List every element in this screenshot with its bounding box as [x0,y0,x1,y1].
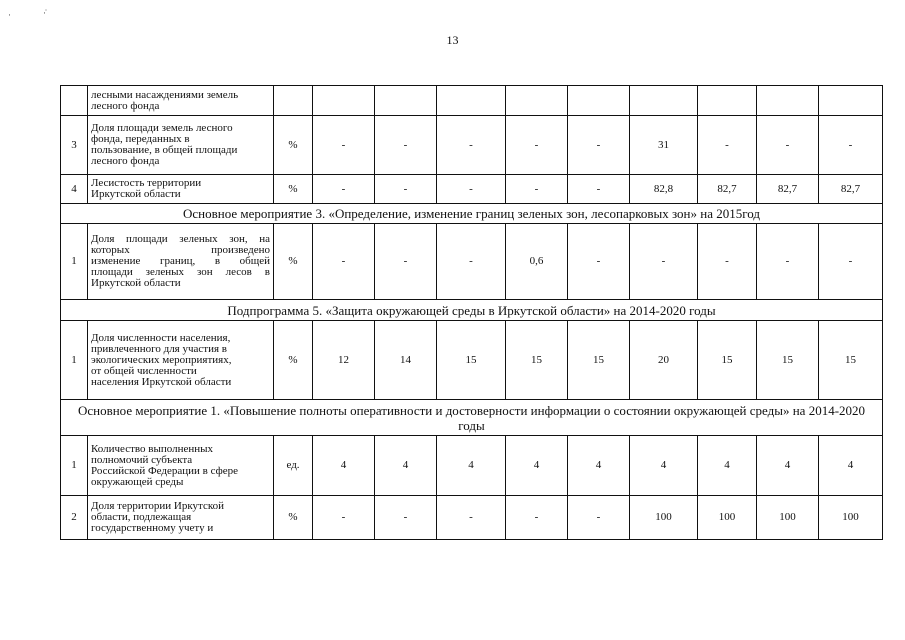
table-row [61,224,883,300]
value-cell: - [375,116,437,175]
section-header-row [61,204,883,224]
value-cell: - [437,175,506,204]
description-line: полномочий субъекта [91,453,193,466]
section-title: Подпрограмма 5. «Защита окружающей среды в Иркутской области» на 2014-2020 годы [61,300,883,321]
scan-speck: ·̇ [43,8,46,18]
value-cell [506,86,568,116]
value-cell: 100 [819,496,883,540]
description-line: пользование, в общей площади [91,144,238,156]
value-cell: - [757,224,819,300]
row-number: 3 [61,116,88,175]
value-cell: - [313,224,375,300]
description-line: Российской Федерации в сфере [91,464,239,477]
table-row [61,321,883,400]
description-line: привлеченного для участия в [91,342,227,355]
indicator-description [88,175,274,204]
indicator-description [88,86,274,116]
indicator-description [88,496,274,540]
description-line: окружающей среды [91,475,184,488]
value-cell: - [313,175,375,204]
value-cell: 15 [698,321,757,400]
value-cell: - [437,224,506,300]
indicator-table [60,85,883,540]
value-cell: - [698,224,757,300]
description-line: Доля территории Иркутской [91,500,225,512]
value-cell: - [568,224,630,300]
value-cell: 20 [630,321,698,400]
value-cell: - [375,175,437,204]
description-line: государственному учету и [91,522,214,534]
value-cell: - [313,116,375,175]
value-cell: 82,7 [819,175,883,204]
value-cell [698,86,757,116]
row-number [61,86,88,116]
value-cell: - [568,496,630,540]
unit-cell: % [274,116,313,175]
description-line: лесного фонда [91,155,160,167]
row-number: 1 [61,224,88,300]
unit-cell: % [274,224,313,300]
value-cell: 4 [437,436,506,496]
value-cell [819,86,883,116]
value-cell: 4 [506,436,568,496]
section-title: Основное мероприятие 3. «Определение, изменение границ зеленых зон, лесопарковых зон» на 2015год [61,204,883,224]
description-line: Иркутской области [91,188,181,200]
value-cell: - [630,224,698,300]
value-cell: - [819,116,883,175]
description-line: Лесистость территории [91,177,202,189]
description-line: Доля численности населения, [91,331,231,344]
value-cell: 15 [506,321,568,400]
indicator-description [88,116,274,175]
value-cell: 4 [630,436,698,496]
value-cell: 15 [757,321,819,400]
table-row [61,116,883,175]
value-cell: 100 [630,496,698,540]
section-title: Основное мероприятие 1. «Повышение полноты оперативности и достоверности информации о состоянии окружающей среды» на 2014-2020 годы [61,400,883,436]
section-header-row [61,300,883,321]
description-line: Количество выполненных [91,442,214,455]
row-number: 1 [61,436,88,496]
description-line: Иркутской области [91,277,181,289]
indicator-description [88,321,274,400]
unit-cell [274,86,313,116]
description-line: экологических мероприятиях, [91,353,232,366]
value-cell: - [568,175,630,204]
description-line: фонда, переданных в [91,133,190,145]
indicator-description [88,436,274,496]
table-row [61,86,883,116]
description-line: лесного фонда [91,99,160,112]
value-cell: 4 [568,436,630,496]
value-cell: 15 [819,321,883,400]
value-cell: - [506,175,568,204]
value-cell: - [437,116,506,175]
value-cell: - [375,496,437,540]
value-cell: 100 [698,496,757,540]
value-cell: 82,7 [698,175,757,204]
value-cell: - [506,496,568,540]
value-cell: - [375,224,437,300]
value-cell: - [757,116,819,175]
table-row [61,175,883,204]
value-cell: 4 [313,436,375,496]
value-cell: 15 [568,321,630,400]
row-number: 2 [61,496,88,540]
value-cell: 15 [437,321,506,400]
description-line: Доля площади зеленых зон, на [91,233,270,245]
description-line: от общей численности [91,364,197,377]
value-cell: 4 [819,436,883,496]
row-number: 1 [61,321,88,400]
page-number: 13 [446,33,459,47]
description-line: области, подлежащая [91,511,192,523]
scan-speck: · [8,10,11,20]
description-line: Доля площади земель лесного [91,122,233,134]
value-cell: - [313,496,375,540]
value-cell: 82,7 [757,175,819,204]
value-cell: - [698,116,757,175]
value-cell: 0,6 [506,224,568,300]
table-row [61,496,883,540]
description-line: населения Иркутской области [91,375,232,388]
value-cell: 4 [375,436,437,496]
description-line: которых произведено [91,244,270,256]
value-cell [757,86,819,116]
description-line: лесными насаждениями земель [91,88,239,101]
row-number: 4 [61,175,88,204]
value-cell: - [437,496,506,540]
value-cell: - [819,224,883,300]
table-row [61,436,883,496]
value-cell [568,86,630,116]
unit-cell: ед. [274,436,313,496]
value-cell [313,86,375,116]
unit-cell: % [274,321,313,400]
unit-cell: % [274,496,313,540]
section-header-row [61,400,883,436]
unit-cell: % [274,175,313,204]
value-cell: 82,8 [630,175,698,204]
description-line: изменение границ, в общей [91,255,270,267]
value-cell: 12 [313,321,375,400]
description-line: площади зеленых зон лесов в [91,266,270,278]
value-cell [630,86,698,116]
value-cell: 14 [375,321,437,400]
value-cell: 4 [757,436,819,496]
value-cell: 31 [630,116,698,175]
value-cell: - [568,116,630,175]
indicator-description [88,224,274,300]
value-cell [437,86,506,116]
value-cell: 4 [698,436,757,496]
value-cell: 100 [757,496,819,540]
value-cell [375,86,437,116]
value-cell: - [506,116,568,175]
